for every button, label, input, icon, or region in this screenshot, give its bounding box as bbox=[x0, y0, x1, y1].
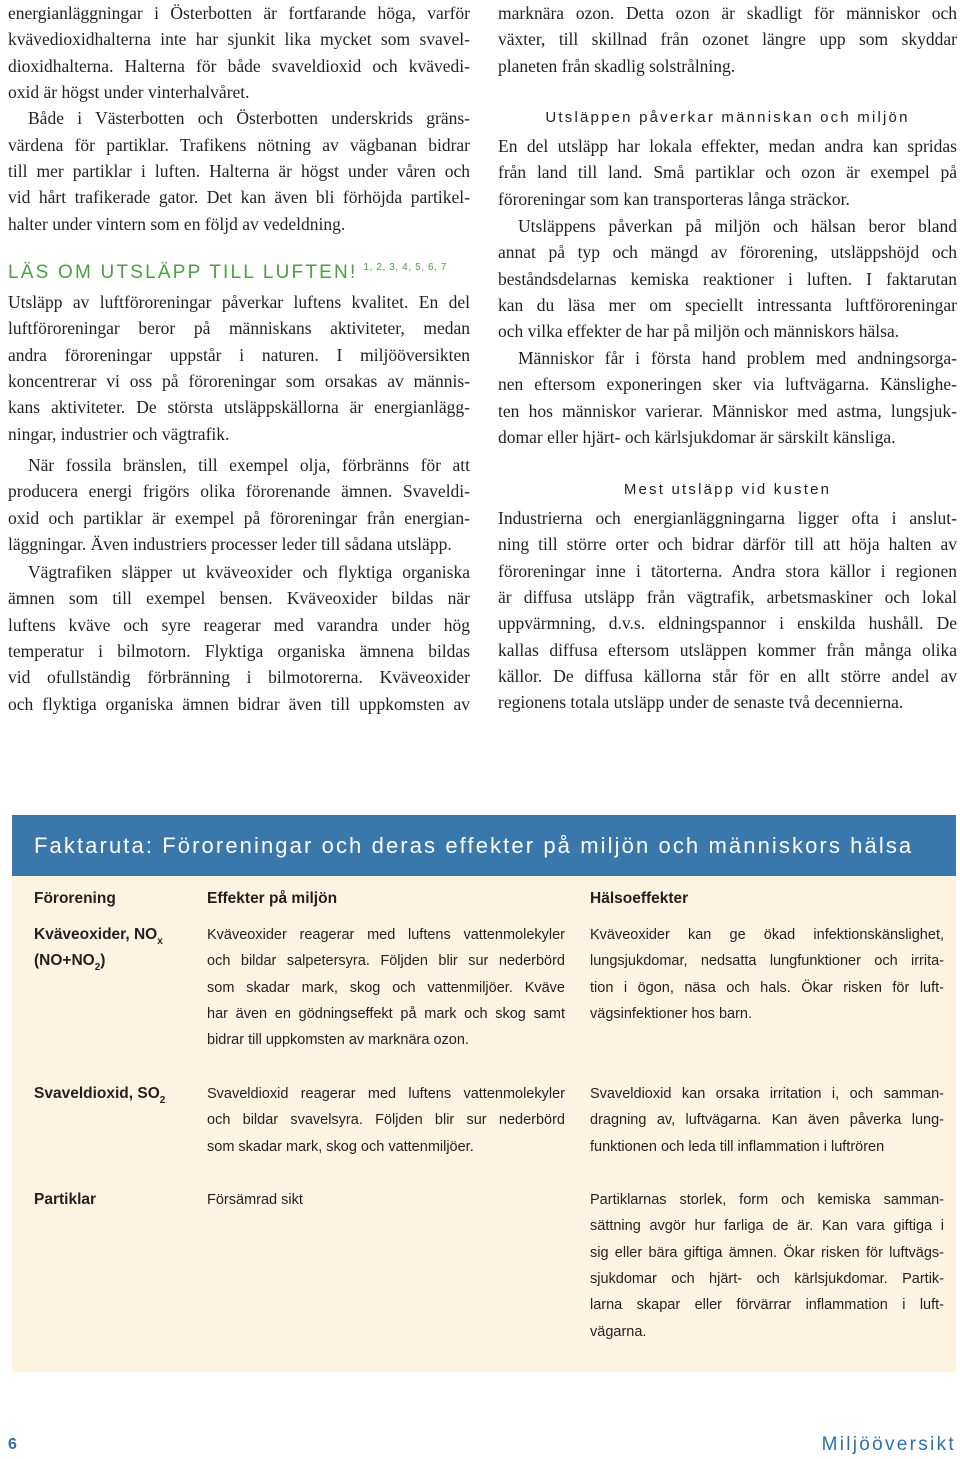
body-text-line: Utsläppens påverkan på miljön och hälsan beror bland bbox=[518, 216, 957, 236]
pollutant-name-text: Kväveoxider, NO bbox=[34, 926, 158, 943]
body-text-line: luftföroreningar beror på människans aktiviteter, medan bbox=[8, 318, 470, 339]
pollutant-name bbox=[34, 1081, 199, 1107]
column-header-pollutant: Förorening bbox=[34, 890, 116, 907]
table-text-line: har även en gödningseffekt på mark och skog samt bbox=[207, 1006, 565, 1023]
body-text-line: vid ofullständig förbränning i bilmotorerna. Kväveoxider bbox=[8, 667, 470, 688]
body-text-line: En del utsläpp har lokala effekter, medan andra kan spridas bbox=[498, 136, 957, 156]
body-paragraph bbox=[8, 452, 470, 557]
body-text-line: Människor får i första hand problem med andningsorga- bbox=[518, 348, 957, 368]
table-text-line: Kväveoxider kan ge ökad infektionskänslighet, bbox=[590, 927, 944, 943]
body-paragraph bbox=[8, 0, 470, 105]
environment-effects-cell bbox=[207, 1081, 565, 1160]
section-heading-read-about-emissions bbox=[8, 260, 447, 286]
body-text-line: värdena för partiklar. Trafikens nötning av vägbanan bidrar bbox=[8, 134, 470, 155]
table-text-line: vägsinfektioner hos barn. bbox=[590, 1006, 753, 1023]
body-text-line: marknära ozon. Detta ozon är skadligt för människor och bbox=[498, 3, 957, 23]
body-paragraph bbox=[8, 289, 470, 447]
body-paragraph bbox=[498, 213, 957, 345]
column-header-environment: Effekter på miljön bbox=[207, 890, 338, 907]
body-text-line: föroreningar som kan transporteras långa sträckor. bbox=[498, 188, 850, 209]
body-paragraph bbox=[498, 0, 957, 79]
body-text-line: kans aktiviteter. De största utsläppskällorna är energianlägg- bbox=[8, 397, 470, 418]
body-text-line: Vägtrafiken släpper ut kväveoxider och flyktiga organiska bbox=[28, 562, 470, 582]
body-text-line: Utsläpp av luftföroreningar påverkar luftens kvalitet. En del bbox=[8, 292, 470, 312]
page-number: 6 bbox=[8, 1436, 17, 1453]
column-header-health: Hälsoeffekter bbox=[590, 890, 689, 907]
body-text-line: energianläggningar i Österbotten är fortfarande höga, varför bbox=[8, 3, 470, 23]
table-text-line: tion i ögon, näsa och hals. Ökar risken för luft- bbox=[590, 979, 944, 996]
pollutant-name: Partiklar bbox=[34, 1191, 97, 1208]
table-text-line: som skadar mark, skog och vattenmiljöer. Kväve bbox=[207, 979, 565, 996]
body-text-line: oxid är högst under vinterhalvåret. bbox=[8, 82, 250, 103]
health-effects-cell bbox=[590, 922, 944, 1027]
body-text-line: från land till land. Små partiklar och ozon är exempel på bbox=[498, 162, 957, 183]
subscript: 2 bbox=[159, 1095, 166, 1106]
right-column bbox=[498, 0, 957, 720]
environment-effects-cell bbox=[207, 922, 565, 1054]
subscript: 2 bbox=[94, 962, 101, 974]
body-text-line: beståndsdelarnas kemiska reaktioner i luften. I faktarutan bbox=[498, 268, 957, 289]
table-text-line: som skadar mark, skog och vattenmiljöer. bbox=[207, 1138, 474, 1155]
pollutant-cell bbox=[34, 922, 199, 975]
reference-numbers: 1, 2, 3, 4, 5, 6, 7 bbox=[363, 262, 448, 273]
body-text-line: källor. De diffusa källorna står för en allt större andel av bbox=[498, 666, 957, 687]
pollutant-cell bbox=[34, 1187, 199, 1213]
body-text-line: dioxidhalterna. Halterna för både svaveldioxid och kvävedi- bbox=[8, 55, 470, 76]
body-text-line: uppvärmning, d.v.s. eldningspannor i enskilda hushåll. De bbox=[498, 613, 957, 634]
body-text-line: luftens kväve och syre reagerar med varandra under hög bbox=[8, 614, 470, 635]
body-text-line: kvävedioxidhalterna inte har sjunkit lika mycket som svavel- bbox=[8, 29, 470, 50]
subscript: x bbox=[157, 936, 163, 947]
body-text-line: koncentrerar vi oss på föroreningar som orsakas av männis- bbox=[8, 371, 470, 392]
body-text-line: nen eftersom exponeringen sker via luftvägarna. Känslighe- bbox=[498, 374, 957, 395]
table-text-line: Svaveldioxid reagerar med luftens vattenmolekyler bbox=[207, 1086, 565, 1102]
table-text-line: Försämrad sikt bbox=[207, 1192, 303, 1208]
health-effects-cell bbox=[590, 1187, 944, 1345]
table-text-line: och bildar svavelsyra. Följden blir sur nederbörd bbox=[207, 1112, 565, 1129]
body-text-line: producera energi frigörs olika förorenande ämnen. Svaveldi- bbox=[8, 481, 470, 502]
table-text-line: sättning avgör hur farliga de är. Kan vara giftiga i bbox=[590, 1218, 944, 1235]
table-text-line: sjukdomar och hjärt- och kärlsjukdomar. Partik- bbox=[590, 1271, 944, 1288]
body-text-line: ning till större orter och bidrar därför till att höja halten av bbox=[498, 534, 957, 555]
body-text-line: och flyktiga organiska ämnen bidrar även till uppkomsten av bbox=[8, 693, 470, 714]
body-text-line: När fossila bränslen, till exempel olja, förbränns för att bbox=[28, 455, 470, 475]
body-text-line: regionens totala utsläpp under de senaste två decennierna. bbox=[498, 692, 904, 713]
table-text-line: bidrar till uppkomsten av marknära ozon. bbox=[207, 1032, 469, 1049]
left-column bbox=[8, 0, 470, 720]
table-text-line: Partiklarnas storlek, form och kemiska samman- bbox=[590, 1192, 944, 1208]
factbox bbox=[12, 815, 956, 1372]
factbox-title: Faktaruta: Föroreningar och deras effekter på miljön och människors hälsa bbox=[34, 833, 914, 858]
body-text-line: vid hårt trafikerade gator. Det kan även bli förhöjda partikel- bbox=[8, 187, 470, 208]
body-text-line: till mer partiklar i luften. Halterna är högst under våren och bbox=[8, 161, 470, 182]
section-heading-emissions-coast: Mest utsläpp vid kusten bbox=[623, 481, 832, 498]
body-paragraph bbox=[498, 345, 957, 450]
body-text-line: planeten från skadlig solstrålning. bbox=[498, 55, 736, 76]
pollutant-name bbox=[34, 922, 199, 948]
body-text-line: och vilka effekter de har på miljön och människors hälsa. bbox=[498, 321, 900, 342]
body-text-line: ten hos människor varierar. Människor med astma, lungsjuk- bbox=[498, 400, 957, 421]
body-text-line: kallas diffusa eftersom utsläppen kommer från många olika bbox=[498, 639, 957, 660]
body-text-line: temperatur i bilmotorn. Flyktiga organiska ämnena bildas bbox=[8, 641, 470, 662]
body-text-line: annat på typ och mängd av förorening, utsläppshöjd och bbox=[498, 242, 957, 263]
body-paragraph bbox=[8, 559, 470, 717]
body-text-line: är diffusa utsläpp från vägtrafik, arbetsmaskiner och lokal bbox=[498, 587, 957, 608]
body-text-line: läggningar. Även industriers processer leder till sådana utsläpp. bbox=[8, 534, 452, 555]
body-text-line: föroreningar inne i tätorterna. Andra stora källor i regionen bbox=[498, 560, 957, 581]
body-text-line: Industrierna och energianläggningarna ligger ofta i anslut- bbox=[498, 508, 957, 528]
body-text-line: domar eller hjärt- och kärlsjukdomar är särskilt känsliga. bbox=[498, 427, 896, 448]
table-text-line: Kväveoxider reagerar med luftens vattenmolekyler bbox=[207, 927, 565, 943]
body-paragraph bbox=[498, 133, 957, 212]
body-text-line: ämnen som till exempel bensen. Kväveoxider bildas när bbox=[8, 588, 470, 609]
table-text-line: funktionen och leda till inflammation i luftrören bbox=[590, 1138, 885, 1155]
body-text-line: andra föroreningar uppstår i naturen. I miljööversikten bbox=[8, 344, 470, 365]
body-paragraph bbox=[498, 505, 957, 716]
body-text-line: ningar, industrier och vägtrafik. bbox=[8, 423, 230, 444]
table-text-line: larna skapar eller förvärrar inflammation i luft- bbox=[590, 1297, 944, 1314]
table-text-line: sig eller bära giftiga ämnen. Ökar risken för luftvägs- bbox=[590, 1244, 944, 1261]
publication-name: Miljööversikt bbox=[821, 1434, 956, 1455]
body-paragraph bbox=[8, 105, 470, 237]
pollutant-formula-end: ) bbox=[100, 952, 106, 970]
factbox-title-band bbox=[12, 815, 956, 876]
body-text-line: växter, till skillnad från ozonet längre upp som skyddar bbox=[498, 29, 957, 50]
table-text-line: och bildar salpetersyra. Följden blir sur nederbörd bbox=[207, 953, 565, 970]
table-text-line: vägarna. bbox=[590, 1323, 647, 1340]
pollutant-formula-text: (NO+NO bbox=[34, 952, 95, 970]
pollutant-name-text: Svaveldioxid, SO bbox=[34, 1085, 160, 1102]
body-text-line: oxid och partiklar är exempel på föroreningar från energian- bbox=[8, 507, 470, 528]
table-text-line: Svaveldioxid kan orsaka irritation i, och samman- bbox=[590, 1086, 944, 1102]
section-heading-text: LÄS OM UTSLÄPP TILL LUFTEN! bbox=[8, 262, 358, 283]
body-text-line: Både i Västerbotten och Österbotten underskrids gräns- bbox=[28, 108, 470, 129]
body-text-line: halter under vintern som en följd av vedeldning. bbox=[8, 213, 346, 234]
body-text-line: kan du läsa mer om speciellt intressanta luftföroreningar bbox=[498, 295, 957, 316]
pollutant-formula bbox=[34, 948, 199, 974]
health-effects-cell bbox=[590, 1081, 944, 1160]
table-text-line: lungsjukdomar, nedsatta lungfunktioner och irrita- bbox=[590, 953, 944, 970]
section-heading-emissions-impact: Utsläppen påverkar människan och miljön bbox=[545, 109, 910, 126]
table-text-line: dragning av, luftvägarna. Kan även påverka lung- bbox=[590, 1112, 944, 1129]
pollutant-cell bbox=[34, 1081, 199, 1107]
environment-effects-cell bbox=[207, 1187, 565, 1213]
